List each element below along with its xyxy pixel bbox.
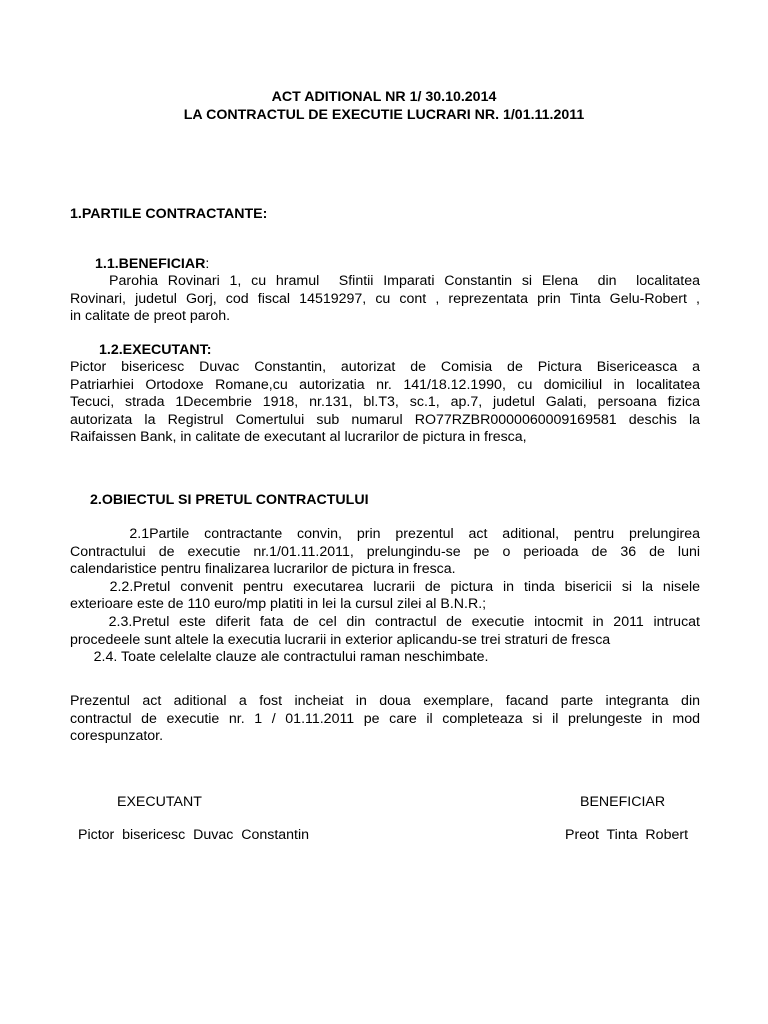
beneficiar-heading-wrap bbox=[95, 256, 209, 274]
section2-line: calendaristice pentru finalizarea lucrarilor de pictura in fresca. bbox=[70, 561, 456, 578]
section2-line: 2.1Partile contractante convin, prin prezentul act aditional, pentru prelungirea bbox=[70, 526, 700, 542]
section2-paragraph bbox=[70, 526, 700, 667]
section2-line: Contractului de executie nr.1/01.11.2011, prelungindu-se pe o perioada de 36 de luni bbox=[70, 543, 700, 560]
closing-line: contractul de executie nr. 1 / 01.11.2011 pe care il completeaza si il prelungeste in mod bbox=[70, 710, 700, 727]
closing-line: Prezentul act aditional a fost incheiat in doua exemplare, facand parte integranta din bbox=[70, 693, 700, 709]
executant-line: Pictor bisericesc Duvac Constantin, autorizat de Comisia de Pictura Bisericeasca a bbox=[70, 359, 700, 375]
executant-line: Tecuci, strada 1Decembrie 1918, nr.131, bl.T3, sc.1, ap.7, judetul Galati, persoana fizica bbox=[70, 394, 700, 411]
section2-line: 2.2.Pretul convenit pentru executarea lucrarii de pictura in tinda bisericii si la nisele bbox=[70, 578, 700, 595]
beneficiar-signature-name: Preot Tinta Robert bbox=[565, 827, 689, 843]
section2-line: procedeele sunt altele la executia lucrarii in exterior aplicandu-se trei straturi de fresca bbox=[70, 631, 611, 648]
beneficiar-signature-label: BENEFICIAR bbox=[580, 794, 666, 810]
beneficiar-heading-colon: : bbox=[205, 256, 210, 272]
executant-paragraph bbox=[70, 359, 700, 447]
section2-line: 2.3.Pretul este diferit fata de cel din contractul de executie intocmit in 2011 intrucat bbox=[70, 613, 700, 630]
document-subtitle: LA CONTRACTUL DE EXECUTIE LUCRARI NR. 1/01.11.2011 bbox=[183, 107, 585, 123]
section2-line: 2.4. Toate celelalte clauze ale contractului raman neschimbate. bbox=[70, 649, 489, 666]
executant-line: Raifaissen Bank, in calitate de executant al lucrarilor de pictura in fresca, bbox=[70, 429, 527, 446]
beneficiar-heading: 1.1.BENEFICIAR bbox=[95, 256, 206, 272]
executant-signature-label: EXECUTANT bbox=[117, 794, 202, 810]
closing-paragraph bbox=[70, 693, 700, 746]
executant-line: Patriarhiei Ortodoxe Romane,cu autorizatia nr. 141/18.12.1990, cu domiciliul in localitatea bbox=[70, 376, 700, 393]
beneficiar-paragraph bbox=[70, 273, 700, 326]
beneficiar-line: Parohia Rovinari 1, cu hramul Sfintii Imparati Constantin si Elena din localitatea bbox=[70, 273, 700, 289]
section1-heading: 1.PARTILE CONTRACTANTE: bbox=[70, 206, 268, 222]
section2-line: exterioare este de 110 euro/mp platiti in lei la cursul zilei al B.N.R.; bbox=[70, 596, 487, 613]
executant-signature-name: Pictor bisericesc Duvac Constantin bbox=[78, 827, 310, 843]
document-title: ACT ADITIONAL NR 1/ 30.10.2014 bbox=[271, 89, 497, 105]
beneficiar-line: Rovinari, judetul Gorj, cod fiscal 14519297, cu cont , reprezentata prin Tinta Gelu-Robert , bbox=[70, 290, 700, 307]
executant-line: autorizata la Registrul Comertului sub numarul RO77RZBR0000060009169581 deschis la bbox=[70, 411, 700, 428]
section2-heading: 2.OBIECTUL SI PRETUL CONTRACTULUI bbox=[90, 492, 369, 508]
beneficiar-line: in calitate de preot paroh. bbox=[70, 308, 231, 325]
closing-line: corespunzator. bbox=[70, 728, 164, 745]
executant-heading: 1.2.EXECUTANT: bbox=[99, 342, 212, 358]
